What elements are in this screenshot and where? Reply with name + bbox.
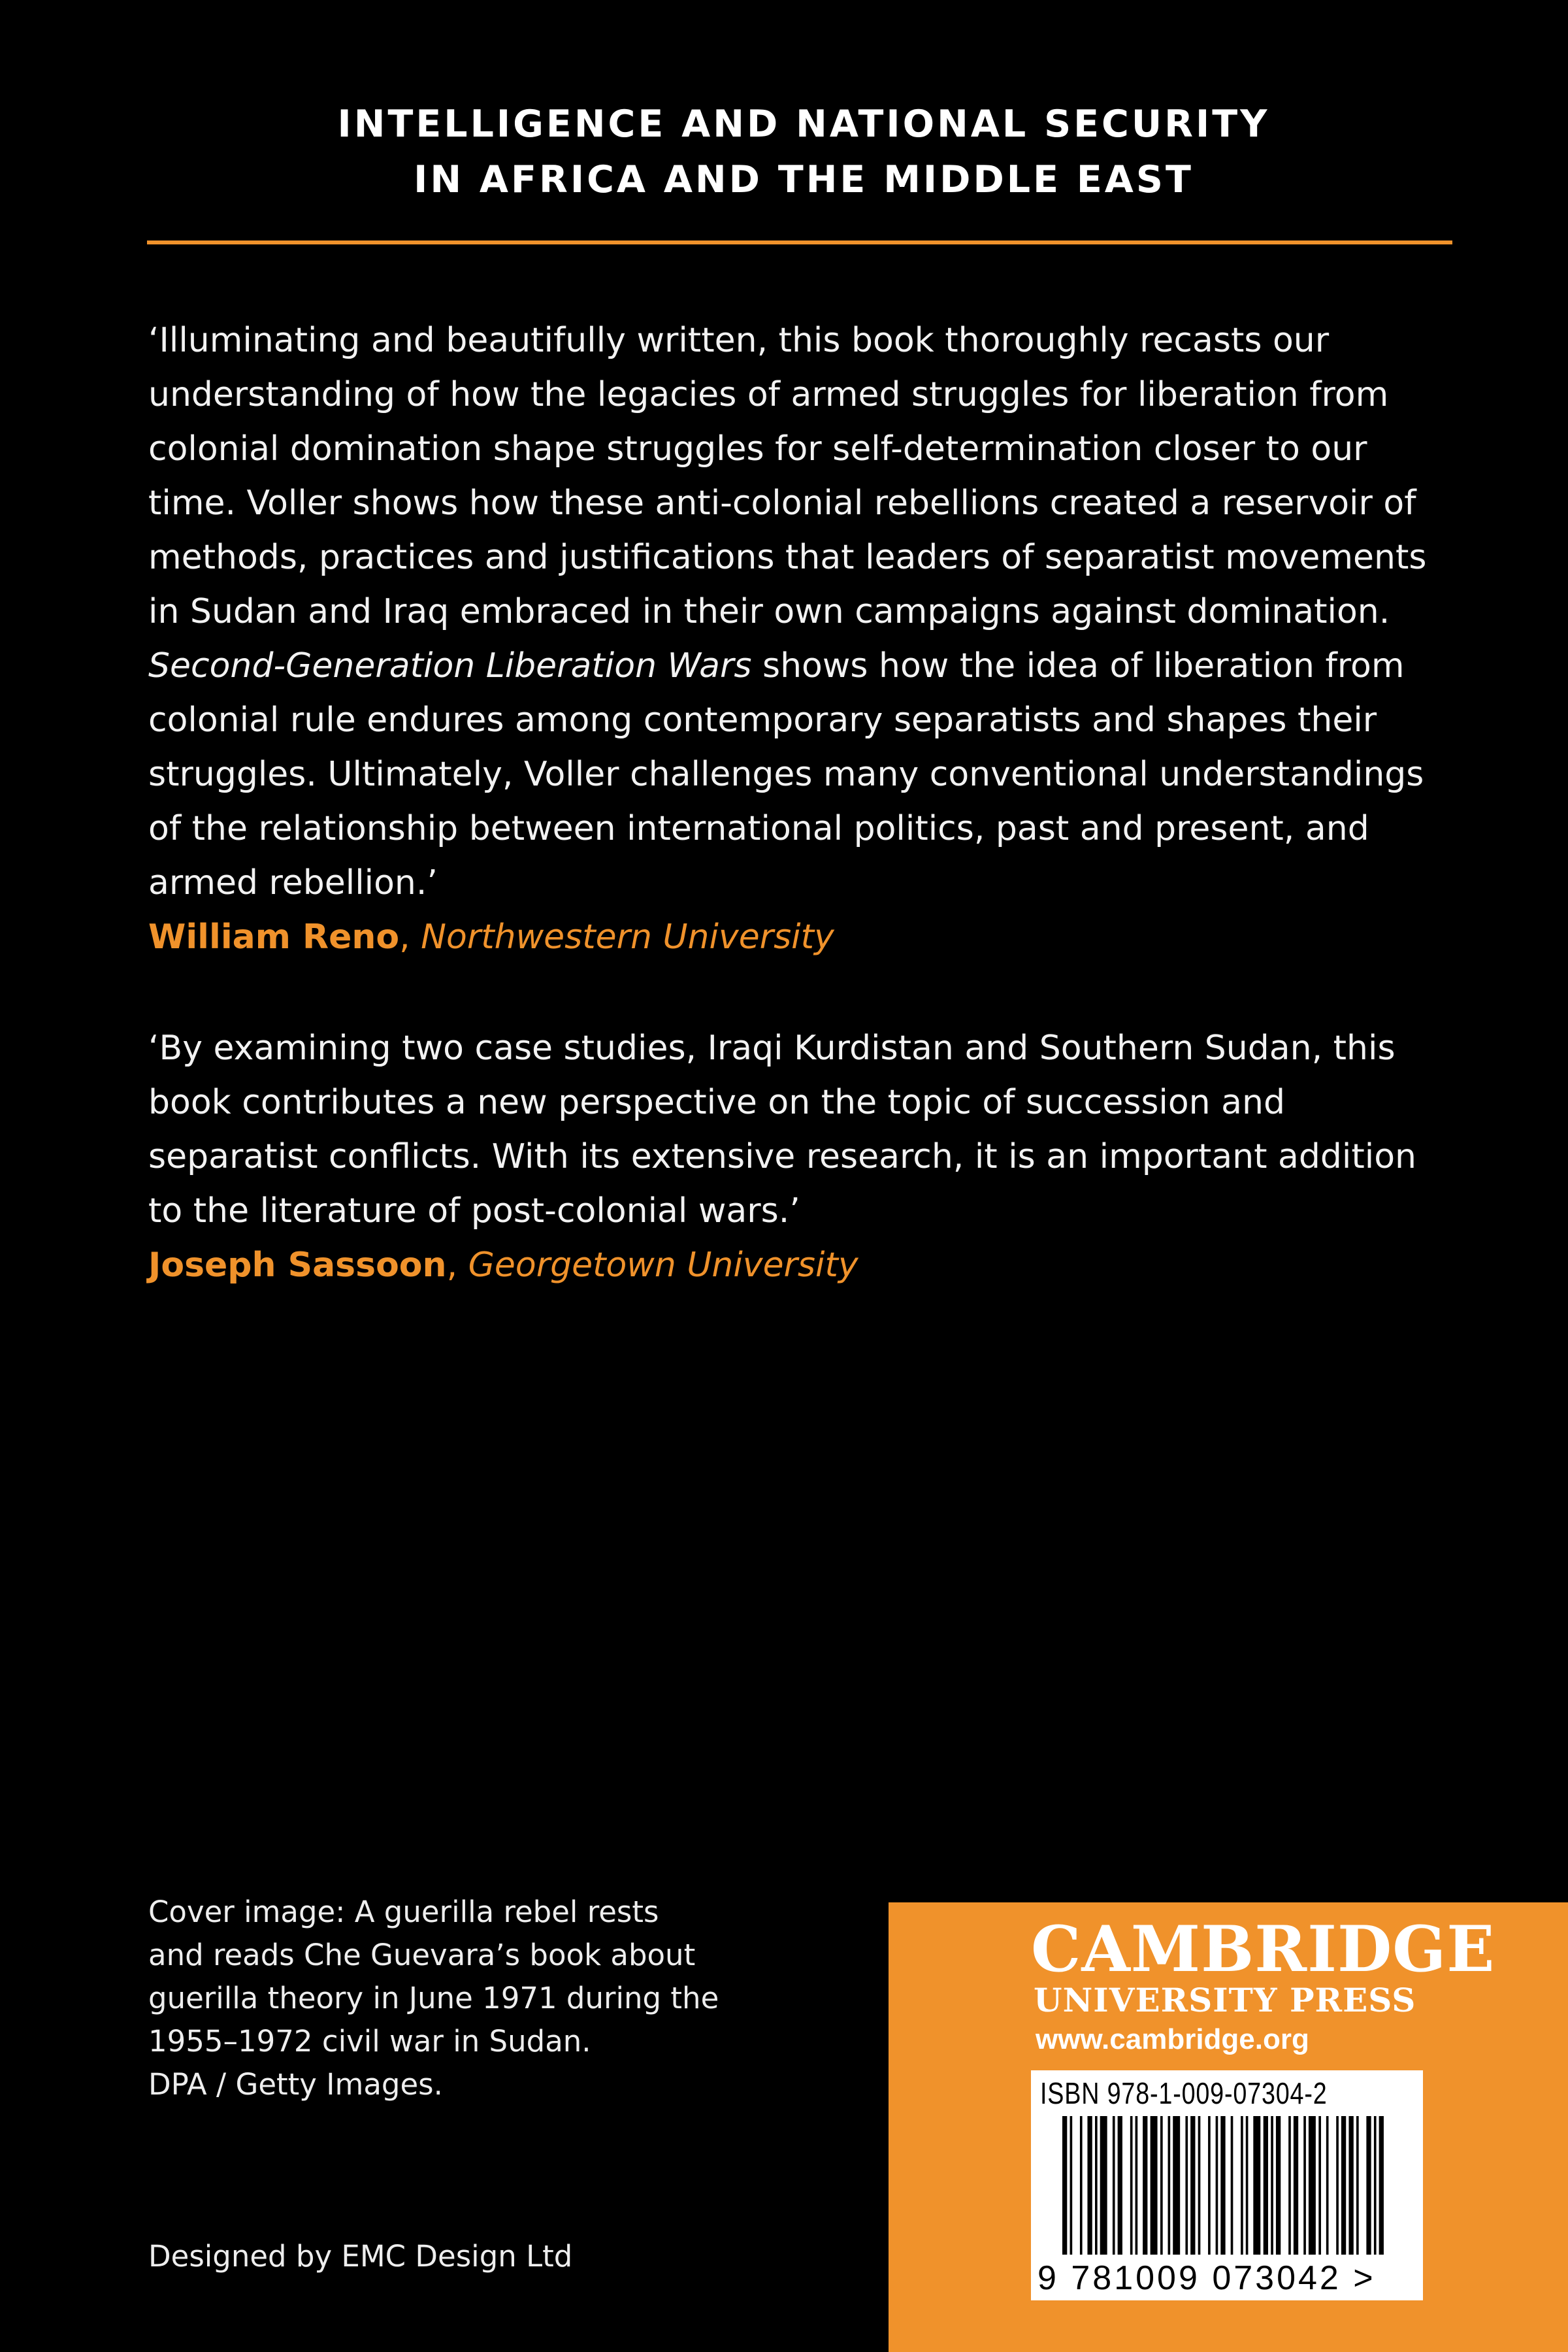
publisher-panel	[889, 1902, 1568, 2352]
cover-image-credit	[148, 1891, 867, 2106]
barcode-bar	[1173, 2116, 1180, 2255]
barcode-bar	[1198, 2116, 1201, 2255]
cover-credit-line: and reads Che Guevara’s book about	[148, 1938, 696, 1972]
barcode-bar	[1190, 2116, 1195, 2255]
endorsement-1	[148, 314, 1448, 965]
publisher-logo-subname: UNIVERSITY PRESS	[1034, 1981, 1416, 2019]
barcode-bar	[1276, 2116, 1281, 2255]
publisher-url: www.cambridge.org	[1036, 2023, 1309, 2055]
barcode-bar	[1080, 2116, 1083, 2255]
barcode-bar	[1062, 2116, 1067, 2255]
barcode-bar	[1087, 2116, 1092, 2255]
series-title-line-1: INTELLIGENCE AND NATIONAL SECURITY	[337, 103, 1270, 146]
endorsement-1-text	[148, 314, 1448, 910]
barcode-bar	[1271, 2116, 1273, 2255]
designer-credit: Designed by EMC Design Ltd	[148, 2239, 573, 2274]
barcode-bar	[1160, 2116, 1163, 2255]
barcode-bar	[1253, 2116, 1260, 2255]
barcode-bar	[1303, 2116, 1306, 2255]
barcode-bar	[1348, 2116, 1353, 2255]
barcode-bar	[1113, 2116, 1115, 2255]
endorser-name: William Reno	[148, 918, 400, 957]
book-title: Second-Generation Liberation Wars	[148, 646, 752, 686]
series-title	[0, 97, 1568, 208]
barcode-bar	[1231, 2116, 1233, 2255]
endorsement-1-text-part-2: shows how the idea of liberation from colonial rule endures among contemporary separatists and shapes their struggles. Ultimately, Voller challenges many conventional understandings of the relationship between international politics, past and present, and armed rebellion.’	[148, 646, 1424, 903]
barcode-bar	[1151, 2116, 1158, 2255]
barcode-bar	[1216, 2116, 1218, 2255]
barcode-bar	[1070, 2116, 1073, 2255]
barcode-bar	[1336, 2116, 1339, 2255]
accent-rule	[147, 240, 1452, 244]
endorsement-2	[148, 1021, 1448, 1293]
isbn-barcode-block	[1031, 2070, 1423, 2300]
barcode-bar	[1208, 2116, 1211, 2255]
publisher-logo-name: CAMBRIDGE	[1031, 1912, 1495, 1986]
barcode-bar	[1246, 2116, 1249, 2255]
barcode-bar	[1379, 2116, 1384, 2255]
barcode-bar	[1326, 2116, 1329, 2255]
barcode-bar	[1341, 2116, 1346, 2255]
barcode-bar	[1118, 2116, 1122, 2255]
cover-credit-line: Cover image: A guerilla rebel rests	[148, 1895, 659, 1929]
barcode-bar	[1288, 2116, 1291, 2255]
endorsement-1-text-part-1: ‘Illuminating and beautifully written, this book thoroughly recasts our understanding of how the legacies of armed struggles for liberation from colonial domination shape struggles for self-determination closer to our time. Voller shows how these anti-colonial rebellions created a reservoir of methods, practices and justifications that leaders of separatist movements in Sudan and Iraq embraced in their own campaigns against domination.	[148, 321, 1427, 631]
endorser-affiliation: Georgetown University	[468, 1246, 858, 1285]
attribution-separator: ,	[399, 918, 421, 957]
barcode-bar	[1309, 2116, 1316, 2255]
series-title-line-2: IN AFRICA AND THE MIDDLE EAST	[414, 158, 1194, 201]
barcode-bar	[1100, 2116, 1107, 2255]
barcode-bar	[1220, 2116, 1225, 2255]
endorsement-1-attribution	[148, 910, 1448, 965]
cover-credit-line: DPA / Getty Images.	[148, 2067, 443, 2102]
barcode-bar	[1374, 2116, 1377, 2255]
barcode-bar	[1135, 2116, 1138, 2255]
cover-credit-line: guerilla theory in June 1971 during the	[148, 1981, 719, 2015]
barcode-bar	[1356, 2116, 1359, 2255]
endorsement-2-text: ‘By examining two case studies, Iraqi Kurdistan and Southern Sudan, this book contributes a new perspective on the topic of succession and separatist conflicts. With its extensive research, it is an important addition to the literature of post-colonial wars.’	[148, 1029, 1416, 1231]
barcode-bar	[1130, 2116, 1133, 2255]
endorser-name: Joseph Sassoon	[148, 1246, 447, 1285]
barcode-bar	[1143, 2116, 1147, 2255]
endorser-affiliation: Northwestern University	[421, 918, 834, 957]
attribution-separator: ,	[446, 1246, 468, 1285]
barcode-bar	[1241, 2116, 1243, 2255]
barcode-bar	[1294, 2116, 1298, 2255]
cover-credit-line: 1955–1972 civil war in Sudan.	[148, 2024, 591, 2059]
barcode-digits: 9 781009 073042 >	[1037, 2259, 1376, 2297]
barcode-bar	[1366, 2116, 1371, 2255]
endorsement-2-attribution	[148, 1238, 1448, 1293]
barcode-bar	[1168, 2116, 1171, 2255]
barcode-bar	[1185, 2116, 1188, 2255]
barcode-bar	[1318, 2116, 1321, 2255]
barcode-bar	[1264, 2116, 1268, 2255]
isbn-label: ISBN 978-1-009-07304-2	[1040, 2076, 1328, 2110]
barcode-bar	[1095, 2116, 1098, 2255]
barcode-icon	[1062, 2116, 1389, 2255]
